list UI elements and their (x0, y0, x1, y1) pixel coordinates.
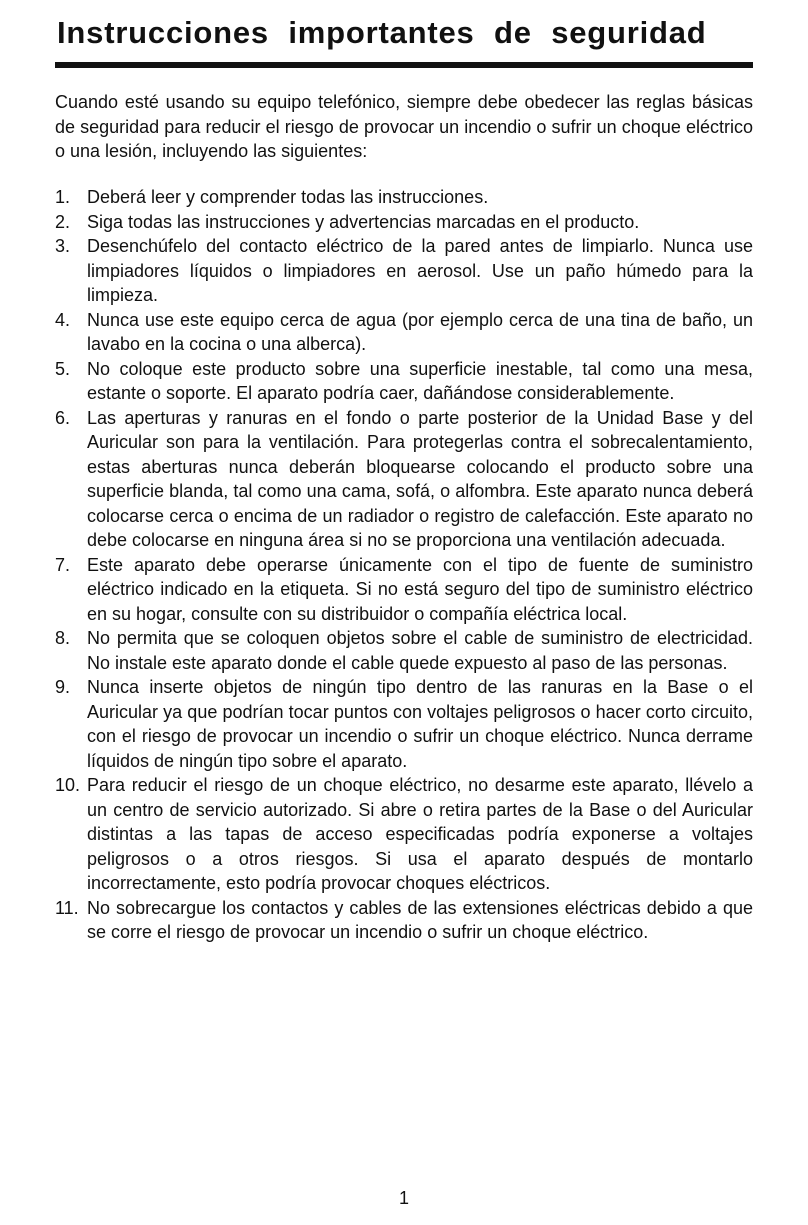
list-item (55, 896, 753, 945)
list-item (55, 675, 753, 773)
item-text: Nunca inserte objetos de ningún tipo dentro de las ranuras en la Base o el Auricular ya que podrían tocar puntos con voltajes peligrosos o hacer corto circuito, con el riesgo de provocar un incendio o sufrir un choque eléctrico. Nunca derrame líquidos de ningún tipo sobre el aparato. (87, 677, 753, 771)
item-text: Este aparato debe operarse únicamente con el tipo de fuente de suministro eléctrico indicado en la etiqueta. Si no está seguro del tipo de suministro eléctrico en su hogar, consulte con su distribuidor o compañía eléctrica local. (87, 554, 753, 624)
list-item (55, 626, 753, 675)
item-number: 6. (55, 407, 71, 428)
item-number: 2. (55, 211, 71, 232)
list-item (55, 406, 753, 553)
item-number: 4. (55, 309, 71, 330)
item-text: Deberá leer y comprender todas las instrucciones. (87, 187, 489, 207)
item-number: 8. (55, 628, 71, 648)
list-item (55, 234, 753, 308)
list-item (55, 308, 753, 357)
page-title: Instrucciones importantes de seguridad (57, 15, 707, 50)
item-number: 9. (55, 677, 71, 697)
item-text: No permita que se coloquen objetos sobre el cable de suministro de electricidad. No instale este aparato donde el cable quede expuesto al paso de las personas. (87, 628, 753, 673)
item-text: Siga todas las instrucciones y advertencias marcadas en el producto. (87, 211, 640, 232)
title-divider (55, 62, 753, 68)
item-text: Desenchúfelo del contacto eléctrico de la pared antes de limpiarlo. Nunca use limpiadores líquidos o limpiadores en aerosol. Use un paño húmedo para la limpieza. (87, 236, 753, 305)
item-text: Las aperturas y ranuras en el fondo o parte posterior de la Unidad Base y del Auricular son para la ventilación. Para protegerlas contra el sobrecalentamiento, estas aberturas nunca deberán bloquearse colocando el producto sobre una superficie blanda, tal como una cama, sofá, o alfombra. Este aparato nunca deberá colocarse cerca o encima de un radiador o registro de calefacción. Este aparato no debe colocarse en ninguna área si no se proporciona una ventilación adecuada. (87, 407, 753, 550)
item-number: 1. (55, 187, 71, 207)
item-number: 5. (55, 358, 71, 379)
item-text: Para reducir el riesgo de un choque eléctrico, no desarme este aparato, llévelo a un centro de servicio autorizado. Si abre o retira partes de la Base o del Auricular distintas a las tapas de acceso especificadas podría exponerse a voltajes peligrosos o a otros riesgos. Si usa el aparato después de montarlo incorrectamente, esto podría provocar choques eléctricos. (87, 775, 753, 893)
item-text: No sobrecargue los contactos y cables de las extensiones eléctricas debido a que se corre el riesgo de provocar un incendio o sufrir un choque eléctrico. (87, 897, 753, 942)
item-text: No coloque este producto sobre una superficie inestable, tal como una mesa, estante o soporte. El aparato podría caer, dañándose considerablemente. (87, 358, 753, 403)
safety-instructions-list (55, 185, 753, 945)
item-text: Nunca use este equipo cerca de agua (por ejemplo cerca de una tina de baño, un lavabo en la cocina o una alberca). (87, 309, 753, 354)
list-item (55, 357, 753, 406)
item-number: 11. (55, 897, 79, 918)
item-number: 3. (55, 236, 71, 256)
list-item (55, 773, 753, 896)
intro-paragraph: Cuando esté usando su equipo telefónico, siempre debe obedecer las reglas básicas de seguridad para reducir el riesgo de provocar un incendio o sufrir un choque eléctrico o una lesión, incluyendo las siguientes: (55, 92, 753, 161)
list-item (55, 185, 753, 210)
list-item (55, 210, 753, 235)
page-number: 1 (398, 1188, 409, 1208)
item-number: 10. (55, 775, 81, 795)
item-number: 7. (55, 554, 71, 575)
list-item (55, 553, 753, 627)
